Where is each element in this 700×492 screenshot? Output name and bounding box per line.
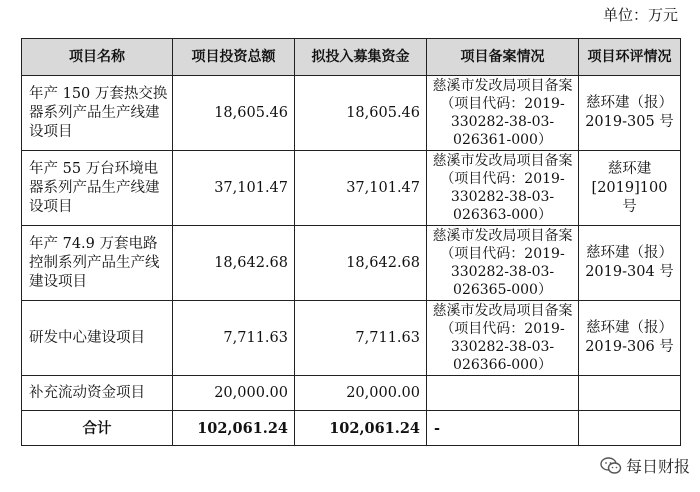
total-record: - bbox=[427, 411, 579, 446]
header-raised-funds: 拟投入募集资金 bbox=[295, 39, 427, 76]
total-raised-sum: 102,061.24 bbox=[295, 411, 427, 446]
total-env bbox=[579, 411, 681, 446]
total-investment: 7,711.63 bbox=[173, 301, 295, 376]
watermark-text: 每日财报 bbox=[625, 457, 690, 476]
total-investment: 20,000.00 bbox=[173, 376, 295, 411]
record-status: 慈溪市发改局项目备案（项目代码：2019-330282-38-03-026366-000） bbox=[427, 301, 579, 376]
table-row bbox=[22, 376, 681, 411]
raised-funds: 20,000.00 bbox=[295, 376, 427, 411]
total-investment: 37,101.47 bbox=[173, 151, 295, 226]
table-row bbox=[22, 226, 681, 301]
record-status: 慈溪市发改局项目备案（项目代码：2019-330282-38-03-026365-000） bbox=[427, 226, 579, 301]
project-name: 年产 55 万台环境电器系列产品生产线建设项目 bbox=[22, 151, 173, 226]
wechat-icon bbox=[600, 457, 622, 475]
header-total-investment: 项目投资总额 bbox=[173, 39, 295, 76]
total-row bbox=[22, 411, 681, 446]
project-name: 年产 74.9 万套电路控制系列产品生产线建设项目 bbox=[22, 226, 173, 301]
raised-funds: 18,605.46 bbox=[295, 76, 427, 151]
total-investment: 18,605.46 bbox=[173, 76, 295, 151]
env-assessment bbox=[579, 376, 681, 411]
record-status: 慈溪市发改局项目备案（项目代码：2019-330282-38-03-026361-000） bbox=[427, 76, 579, 151]
header-record-status: 项目备案情况 bbox=[427, 39, 579, 76]
header-project-name: 项目名称 bbox=[22, 39, 173, 76]
unit-label: 单位：万元 bbox=[602, 6, 678, 24]
project-name: 年产 150 万套热交换器系列产品生产线建设项目 bbox=[22, 76, 173, 151]
raised-funds: 7,711.63 bbox=[295, 301, 427, 376]
env-assessment: 慈环建（报）2019-305 号 bbox=[579, 76, 681, 151]
raised-funds: 18,642.68 bbox=[295, 226, 427, 301]
record-status: 慈溪市发改局项目备案（项目代码：2019-330282-38-03-026363-000） bbox=[427, 151, 579, 226]
total-investment-sum: 102,061.24 bbox=[173, 411, 295, 446]
table-row bbox=[22, 301, 681, 376]
table-row bbox=[22, 76, 681, 151]
env-assessment: 慈环建（报）2019-306 号 bbox=[579, 301, 681, 376]
fundraising-projects-table bbox=[21, 38, 681, 446]
table-header-row bbox=[22, 39, 681, 76]
project-name: 研发中心建设项目 bbox=[22, 301, 173, 376]
env-assessment: 慈环建（报）2019-304 号 bbox=[579, 226, 681, 301]
total-investment: 18,642.68 bbox=[173, 226, 295, 301]
record-status bbox=[427, 376, 579, 411]
watermark bbox=[600, 454, 690, 477]
env-assessment: 慈环建[2019]100 号 bbox=[579, 151, 681, 226]
header-env-assessment: 项目环评情况 bbox=[579, 39, 681, 76]
table-row bbox=[22, 151, 681, 226]
project-name: 补充流动资金项目 bbox=[22, 376, 173, 411]
total-label: 合计 bbox=[22, 411, 173, 446]
raised-funds: 37,101.47 bbox=[295, 151, 427, 226]
